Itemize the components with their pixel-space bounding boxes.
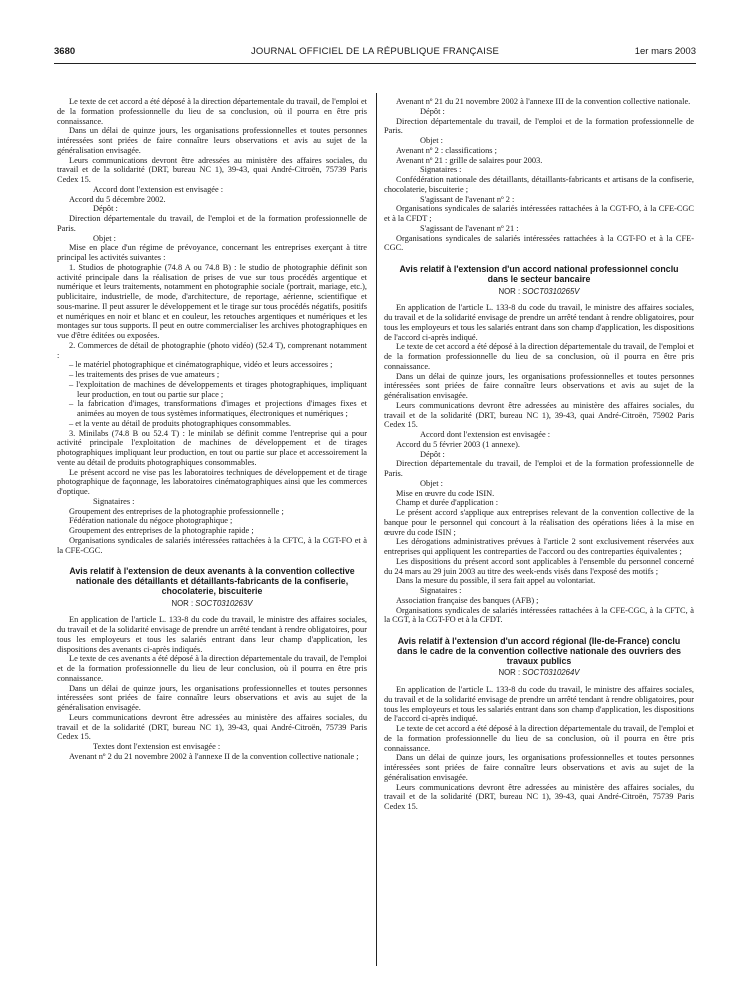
paragraph: 3. Minilabs (74.8 B ou 52.4 T) : le minilab se définit comme l'entreprise qui a pour activité principale l'exploitation de machines de développement et de tirages photographiques impliquant leur production, en tout ou partie sur place et accessoirement la vente au détail de produits photographiques consommables. <box>57 428 367 467</box>
nor-label: NOR : <box>498 668 523 678</box>
paragraph: Dans un délai de quinze jours, les organisations professionnelles et toutes personnes intéressées sont priées de faire connaître leurs observations et avis au sujet de la généralisation envisagée. <box>57 126 367 155</box>
section-label: Dépôt : <box>420 106 445 116</box>
paragraph: Le présent accord ne vise pas les laboratoires techniques de développement et de tirage photographique de façonnage, les laboratoires cinématographiques ainsi que les commerces d'optique. <box>57 467 367 496</box>
section-label: Accord dont l'extension est envisagée : <box>93 184 224 194</box>
paragraph: Organisations syndicales de salariés intéressées rattachées à la CGT-FO, à la CFE-CGC et à la CFDT ; <box>384 204 694 223</box>
paragraph: Leurs communications devront être adressées au ministère des affaires sociales, du travail et de la solidarité (DRT, bureau NC 1), 39-43, quai André-Citroën, 75739 Paris Cedex 15. <box>57 712 367 742</box>
paragraph: Avenant nº 21 : grille de salaires pour 2003. <box>396 155 543 165</box>
paragraph: Avenant nº 2 : classifications ; <box>396 145 497 155</box>
paragraph: Association française des banques (AFB) ; <box>396 595 539 605</box>
paragraph: Fédération nationale du négoce photographique ; <box>69 516 233 526</box>
paragraph: Organisations syndicales de salariés intéressées rattachées à la CFTC, à la CGT-FO et à la CFE-CGC. <box>57 535 367 555</box>
paragraph: Direction départementale du travail, de l'emploi et de la formation professionnelle de Paris. <box>384 116 694 136</box>
column-divider <box>376 93 377 966</box>
nor-reference <box>57 599 367 609</box>
list-item: – les traitements des prises de vue amateurs ; <box>69 370 220 379</box>
issue-date: 1er mars 2003 <box>634 46 696 57</box>
paragraph: 2. Commerces de détail de photographie (photo vidéo) (52.4 T), comprenant notamment : <box>57 340 367 360</box>
nor-label: NOR : <box>498 286 523 296</box>
paragraph: Groupement des entreprises de la photographie professionnelle ; <box>69 506 284 516</box>
list-item: – et la vente au détail de produits photographiques consommables. <box>69 418 291 428</box>
paragraph: Organisations syndicales de salariés intéressées rattachées à la CFE-CGC, à la CFTC, à la CGT, à la CGT-FO et à la CFDT. <box>384 605 694 625</box>
paragraph: En application de l'article L. 133-8 du code du travail, le ministre des affaires sociales, du travail et de la solidarité envisage de prendre un arrêté tendant à rendre obligatoires, pour tous les employeurs et tous les salariés entrant dans leur champ d'application, les dispositions des avenants ci-après indiqués. <box>57 615 367 654</box>
notice-heading: Avis relatif à l'extension d'un accord régional (Ile-de-France) conclu dans le cadre de la convention collective nationale des ouvriers des travaux publics <box>396 636 682 666</box>
left-column <box>57 97 367 762</box>
section-label: Signataires : <box>93 496 135 506</box>
notice-heading: Avis relatif à l'extension d'un accord national professionnel conclu dans le secteur bancaire <box>399 264 679 284</box>
list-item: – l'exploitation de machines de développements et tirages photographiques, impliquant leur production, en tout ou partie sur place ; <box>69 379 367 399</box>
paragraph: Dans un délai de quinze jours, les organisations professionnelles et toutes personnes intéressées sont priées de faire connaître leurs observations et avis au sujet de la généralisation envisagée. <box>384 371 694 401</box>
paragraph: Groupement des entreprises de la photographie rapide ; <box>69 526 254 535</box>
paragraph: Le texte de ces avenants a été déposé à la direction départementale du travail, de l'emploi et de la formation professionnelle du lieu de leur conclusion, où il pourra en être pris connaissance. <box>57 654 367 683</box>
paragraph: Les dispositions du présent accord sont applicables à l'ensemble du personnel concerné du 24 mars au 29 juin 2003 au titre des week-ends visés dans l'exposé des motifs ; <box>384 556 694 576</box>
paragraph: Leurs communications devront être adressées au ministère des affaires sociales, du travail et de la solidarité (DRT, bureau NC 1), 39-43, quai André-Citroën, 75739 Paris Cedex 15. <box>384 782 694 812</box>
nor-code: SOCT0310263V <box>195 598 253 608</box>
paragraph: En application de l'article L. 133-8 du code du travail, le ministre des affaires sociales, du travail et de la solidarité envisage de prendre un arrêté tendant à rendre obligatoires, pour tous les employeurs et tous les salariés entrant dans son champ d'application, les dispositions de l'accord ci-après indiqué. <box>384 685 694 724</box>
paragraph: Direction départementale du travail, de l'emploi et de la formation professionnelle de Paris. <box>384 459 694 479</box>
section-label: Objet : <box>420 478 443 488</box>
nor-reference <box>384 287 694 297</box>
paragraph: Leurs communications devront être adressées au ministère des affaires sociales, du travail et de la solidarité (DRT, bureau NC 1), 39-43, quai André-Citroën, 75739 Paris Cedex 15. <box>57 155 367 184</box>
paragraph: Dans un délai de quinze jours, les organisations professionnelles et toutes personnes intéressées sont priées de faire connaître leurs observations et avis au sujet de la généralisation envisagée. <box>57 683 367 713</box>
section-label: Objet : <box>420 136 443 145</box>
nor-label: NOR : <box>171 598 196 608</box>
nor-code: SOCT0310265V <box>522 286 580 296</box>
page-number: 3680 <box>54 46 76 57</box>
section-label: Textes dont l'extension est envisagée : <box>93 742 221 752</box>
header-rule <box>54 63 696 64</box>
section-label: Dépôt : <box>420 449 445 459</box>
paragraph: Avenant nº 2 du 21 novembre 2002 à l'annexe II de la convention collective nationale ; <box>69 751 359 761</box>
paragraph: Avenant nº 21 du 21 novembre 2002 à l'annexe III de la convention collective nationale. <box>396 97 691 106</box>
paragraph: Mise en place d'un régime de prévoyance, concernant les entreprises exerçant à titre principal les activités suivantes : <box>57 243 367 262</box>
paragraph: Les dérogations administratives prévues à l'article 2 sont exclusivement réservées aux entreprises qui appliquent les contreparties de l'accord ou des contreparties équivalentes ; <box>384 537 694 557</box>
nor-reference <box>384 668 694 678</box>
paragraph: Dans un délai de quinze jours, les organisations professionnelles et toutes personnes intéressées sont priées de faire connaître leurs observations et avis au sujet de la généralisation envisagée. <box>384 753 694 782</box>
page-header <box>54 46 696 60</box>
notice-heading: Avis relatif à l'extension de deux avenants à la convention collective nationale des détaillants et détaillants-fabricants de la confiserie, chocolaterie, biscuiterie <box>69 566 355 596</box>
list-item: – le matériel photographique et cinématographique, vidéo et leurs accessoires ; <box>69 360 333 370</box>
paragraph: Mise en œuvre du code ISIN. <box>396 488 495 498</box>
section-label: Signataires : <box>420 586 462 596</box>
right-column <box>384 97 694 812</box>
paragraph: Direction départementale du travail, de l'emploi et de la formation professionnelle de Paris. <box>57 214 367 233</box>
section-label: Accord dont l'extension est envisagée : <box>420 430 551 440</box>
paragraph: Le présent accord s'applique aux entreprises relevant de la convention collective de la banque pour le personnel qui concourt à la réalisation des opérations liées à la mise en œuvre du code ISIN ; <box>384 508 694 537</box>
paragraph: Le texte de cet accord a été déposé à la direction départementale du travail, de l'emploi et de la formation professionnelle du lieu de sa conclusion, où il pourra en être pris connaissance. <box>384 342 694 371</box>
paragraph: Accord du 5 décembre 2002. <box>69 194 166 204</box>
section-label: Dépôt : <box>93 204 118 214</box>
journal-title: JOURNAL OFFICIEL DE LA RÉPUBLIQUE FRANÇAISE <box>250 46 500 57</box>
paragraph: Champ et durée d'application : <box>396 498 499 508</box>
paragraph: Accord du 5 février 2003 (1 annexe). <box>396 439 520 449</box>
nor-code: SOCT0310264V <box>522 668 580 678</box>
paragraph: Leurs communications devront être adressées au ministère des affaires sociales, du travail et de la solidarité (DRT, bureau NC 1), 39-43, quai André-Citroën, 75902 Paris Cedex 15. <box>384 400 694 430</box>
list-item: – la fabrication d'images, transformations d'images et projections d'images fixes et animées au moyen de tous systèmes informatiques, électroniques et numériques ; <box>69 399 367 418</box>
paragraph: Dans la mesure du possible, il sera fait appel au volontariat. <box>396 576 596 586</box>
paragraph: Le texte de cet accord a été déposé à la direction départementale du travail, de l'emploi et de la formation professionnelle du lieu de sa conclusion, où il pourra en être pris connaissance. <box>384 724 694 753</box>
section-label: Objet : <box>93 233 116 243</box>
paragraph: 1. Studios de photographie (74.8 A ou 74.8 B) : le studio de photographie définit son activité principale dans la réalisation de prises de vue sur tous procédés argentique et numérique et leurs traitements, notamment en photographie sociale (portrait, mariage, etc.), publicitaire, industrielle, de mode, d'architecture, de reportage, aérienne, scientifique et sous-marine. Il peut assurer le développement et le tirage sur tous procédés négatifs, positifs et numériques en noir et blanc et en couleur, les retouches argentiques et numériques et les montages sur tous supports. Il peut en outre commercialiser les archives photographiques en vue d'être éditées ou exposées. <box>57 262 367 340</box>
paragraph: Le texte de cet accord a été déposé à la direction départementale du travail, de l'emploi et de la formation professionnelle du lieu de sa conclusion, où il pourra en être pris connaissance. <box>57 97 367 126</box>
section-label: S'agissant de l'avenant nº 21 : <box>420 223 519 233</box>
paragraph: En application de l'article L. 133-8 du code du travail, le ministre des affaires sociales, du travail et de la solidarité envisage de prendre un arrêté tendant à rendre obligatoires, pour tous les employeurs et tous les salariés entrant dans son champ d'application, les dispositions de l'accord ci-après indiqué. <box>384 303 694 342</box>
section-label: Signataires : <box>420 165 462 175</box>
section-label: S'agissant de l'avenant nº 2 : <box>420 194 515 204</box>
paragraph: Organisations syndicales de salariés intéressées rattachées à la CGT-FO et à la CFE-CGC. <box>384 233 694 253</box>
paragraph: Confédération nationale des détaillants, détaillants-fabricants et artisans de la confiserie, chocolaterie, biscuiterie ; <box>384 175 694 194</box>
